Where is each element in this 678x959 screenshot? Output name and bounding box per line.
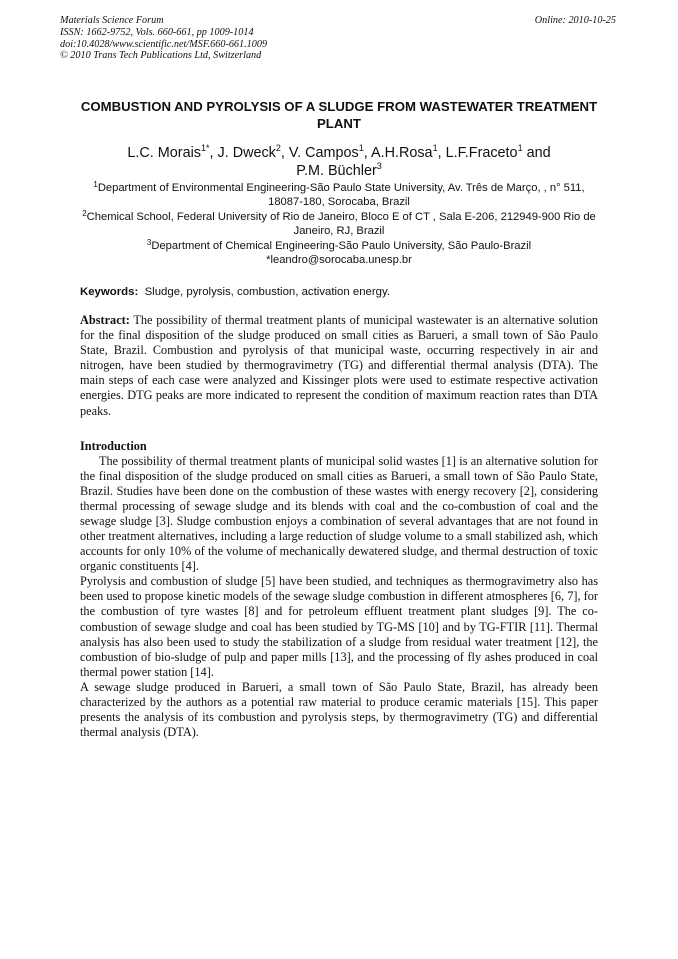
- author-affil-mark: 1: [432, 143, 438, 153]
- author-name: L.C. Morais: [127, 145, 201, 161]
- journal-header: [60, 15, 616, 62]
- author-name: P.M. Büchler: [296, 163, 377, 179]
- affiliation-text: Chemical School, Federal University of Rio de Janeiro, Bloco E of CT , Sala E-206, 212949-900 Rio de Janeiro, RJ, Brazil: [86, 210, 596, 238]
- author-name: V. Campos: [288, 145, 359, 161]
- author-affil-mark: 3: [376, 161, 382, 171]
- affiliation-mark: 3: [146, 237, 152, 247]
- abstract-text: The possibility of thermal treatment plants of municipal wastewater is an alternative solution for the final disposition of the sludge produced on small cities as Barueri, a small town of São Paulo State, Brazil. Combustion and pyrolysis of that municipal waste, occurring respectively in air and nitrogen, have been studied by thermogravimetry (TG) and differential thermal analysis (DTA). The main steps of each case were analyzed and Kissinger plots were used to estimate respective activation energies. DTG peaks are more indicated to represent the condition of maximum reaction rates than DTA peaks.: [80, 313, 598, 418]
- author-affil-mark: 1: [517, 143, 523, 153]
- author-separator: ,: [209, 145, 218, 161]
- paragraph: The possibility of thermal treatment plants of municipal solid wastes [1] is an alternative solution for the final disposition of the sludge produced on small cities as Barueri, a small town of São Paulo State, Brazil. Studies have been done on the combustion of these wastes with energy recovery [2], considering thermal processing of sewage sludge and its blends with coal and the co-combustion of coal and the sewage sludge [3]. Sludge combustion enjoys a combination of several advantages that are not found in other treatment alternatives, including a large reduction of sludge volume to a small stabilized ash, which accounts for only 10% of the volume of mechanically dewatered sludge, and thermal destruction of toxic organic constituents [4].: [80, 454, 598, 574]
- author-list: [80, 144, 598, 180]
- affiliation-text: Department of Environmental Engineering-São Paulo State University, Av. Três de Março, , n° 511, 18087-180, Sorocaba, Brazil: [97, 182, 585, 209]
- corresponding-email[interactable]: *leandro@sorocaba.unesp.br: [266, 254, 412, 267]
- keywords-label: Keywords:: [80, 286, 139, 298]
- affiliation-2: [80, 210, 598, 239]
- affiliation-text: Department of Chemical Engineering-São Paulo University, São Paulo-Brazil: [151, 239, 532, 252]
- paragraph: Pyrolysis and combustion of sludge [5] have been studied, and techniques as thermogravimetry also has been used to propose kinetic models of the sewage sludge combustion in different atmospheres [6, 7], for the combustion of tyre wastes [8] and for petroleum effluent treatment plant sludges [9]. The co-combustion of sewage sludge and coal has been studied by TG-MS [10] and by TG-FTIR [11]. Thermal analysis has also been used to study the stabilization of a sludge from residual water treatment [12], the combustion of bio-sludge of pulp and paper mills [13], and the processing of fly ashes produced in coal thermal power station [14].: [80, 574, 598, 679]
- affiliation-mark: 2: [82, 208, 87, 218]
- author-separator: ,: [363, 145, 371, 161]
- paper-title: COMBUSTION AND PYROLYSIS OF A SLUDGE FROM WASTEWATER TREATMENT PLANT: [80, 99, 598, 131]
- author-affil-mark: 1*: [200, 143, 210, 153]
- author-name: L.F.Fraceto: [445, 145, 518, 161]
- affiliation-list: [80, 181, 598, 267]
- author-separator: ,: [437, 145, 446, 161]
- author-separator: ,: [280, 145, 289, 161]
- copyright-line: © 2010 Trans Tech Publications Ltd, Switzerland: [60, 50, 262, 62]
- doi-line: doi:10.4028/www.scientific.net/MSF.660-661.1009: [60, 38, 268, 50]
- author-separator: and: [522, 145, 551, 161]
- author-name: J. Dweck: [217, 145, 276, 161]
- abstract: [80, 313, 598, 419]
- affiliation-mark: 1: [93, 180, 98, 189]
- keywords-text: Sludge, pyrolysis, combustion, activation energy.: [144, 286, 391, 298]
- affiliation-3: [80, 239, 598, 253]
- online-date: Online: 2010-10-25: [534, 15, 616, 26]
- introduction-body: [80, 454, 598, 740]
- issn-line: ISSN: 1662-9752, Vols. 660-661, pp 1009-1014: [60, 26, 254, 38]
- author-name: A.H.Rosa: [370, 145, 433, 161]
- author-affil-mark: 2: [275, 143, 281, 153]
- affiliation-1: [80, 181, 598, 210]
- journal-name: Materials Science Forum: [60, 15, 164, 26]
- paragraph: A sewage sludge produced in Barueri, a small town of São Paulo State, Brazil, has already been characterized by the authors as a potential raw material to produce ceramic materials [15]. This paper presents the analysis of its combustion and pyrolysis steps, by thermogravimetry (TG) and differential thermal analysis (DTA).: [80, 679, 598, 739]
- abstract-label: Abstract:: [80, 313, 130, 327]
- keywords: [80, 285, 598, 299]
- author-affil-mark: 1: [358, 143, 364, 153]
- section-heading-introduction: Introduction: [80, 439, 147, 453]
